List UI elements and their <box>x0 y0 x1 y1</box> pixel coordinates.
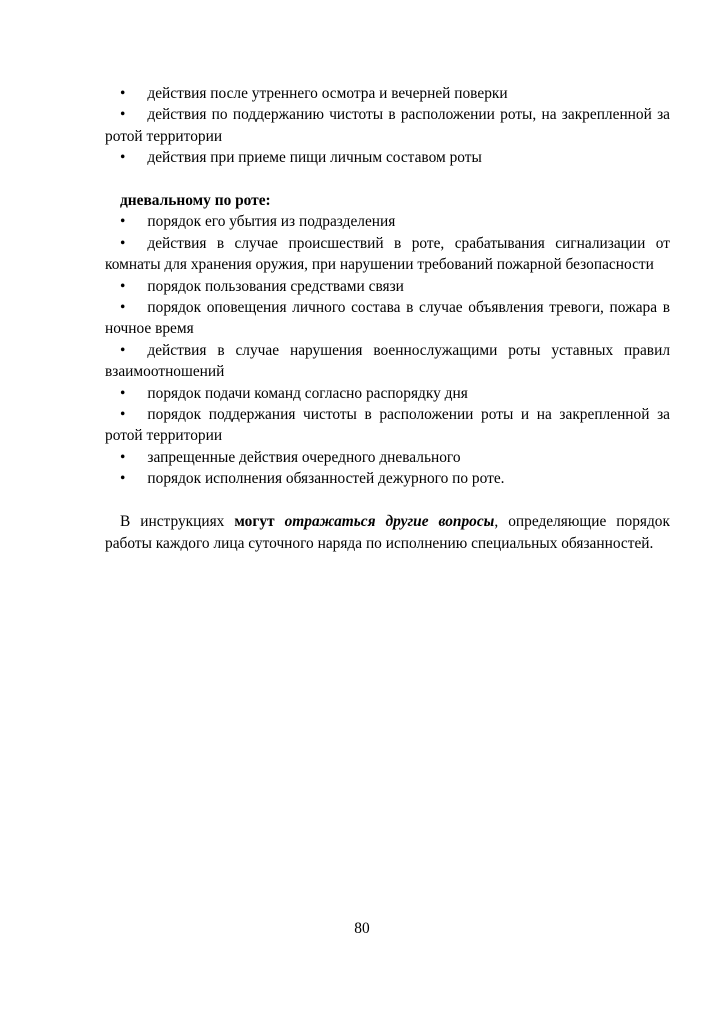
bullet-text: порядок его убытия из подразделения <box>147 213 396 231</box>
blank-line <box>105 169 670 190</box>
bullet-text: порядок подачи команд согласно распорядку дня <box>147 384 468 402</box>
bullet-marker: • <box>120 277 126 295</box>
bullet-item <box>105 104 670 147</box>
bullet-text: действия в случае происшествий в роте, срабатывания сигнализации от комнаты для хранения оружия, при нарушении требований пожарной безопасности <box>105 234 670 274</box>
bullet-marker: • <box>120 384 126 402</box>
bullet-item <box>105 404 670 447</box>
closing-text-tail: , определяющие порядок работы каждого лица суточного наряда по исполнению специальных обязанностей. <box>105 513 670 552</box>
blank-line <box>105 490 670 511</box>
bullet-item <box>105 276 670 297</box>
bullet-item <box>105 447 670 468</box>
bullet-text: порядок оповещения личного состава в случае объявления тревоги, пожара в ночное время <box>105 299 670 338</box>
bullet-item <box>105 383 670 404</box>
bullet-marker: • <box>120 299 126 317</box>
bullet-item <box>105 147 670 168</box>
bullet-marker: • <box>120 341 126 359</box>
closing-text-lead: В инструкциях <box>120 513 235 531</box>
page-number: 80 <box>354 920 370 937</box>
bullet-marker: • <box>120 406 126 424</box>
bullet-marker: • <box>120 106 126 124</box>
bullet-text: действия по поддержанию чистоты в расположении роты, на закрепленной за ротой территории <box>105 106 670 145</box>
closing-text-separator <box>275 513 285 530</box>
document-content <box>105 83 670 554</box>
closing-text-bold: могут <box>234 513 275 531</box>
bullet-marker: • <box>120 85 126 102</box>
bullet-marker: • <box>120 213 126 231</box>
bullet-marker: • <box>120 470 126 488</box>
bullet-marker: • <box>120 149 126 167</box>
bullet-item <box>105 233 670 276</box>
bullet-item <box>105 340 670 383</box>
bullet-item <box>105 297 670 340</box>
bullet-text: действия при приеме пищи личным составом роты <box>147 149 482 167</box>
bullet-item <box>105 468 670 489</box>
bullet-marker: • <box>120 448 126 466</box>
bullet-text: порядок поддержания чистоты в расположении роты и на закрепленной за ротой территории <box>105 406 670 445</box>
bullet-text: порядок исполнения обязанностей дежурного по роте. <box>147 470 505 488</box>
bullet-text: запрещенные действия очередного дневального <box>147 448 461 466</box>
bullet-item <box>105 83 670 104</box>
bullet-marker: • <box>120 234 126 252</box>
section-heading: дневальному по роте: <box>120 192 271 210</box>
bullet-text: действия в случае нарушения военнослужащими роты уставных правил взаимоотношений <box>105 341 670 381</box>
closing-paragraph <box>105 511 670 554</box>
bullet-text: действия после утреннего осмотра и вечерней поверки <box>147 85 508 102</box>
bullet-item <box>105 211 670 232</box>
bullet-text: порядок пользования средствами связи <box>147 277 404 295</box>
closing-text-bold-italic: отражаться другие вопросы <box>284 513 495 531</box>
